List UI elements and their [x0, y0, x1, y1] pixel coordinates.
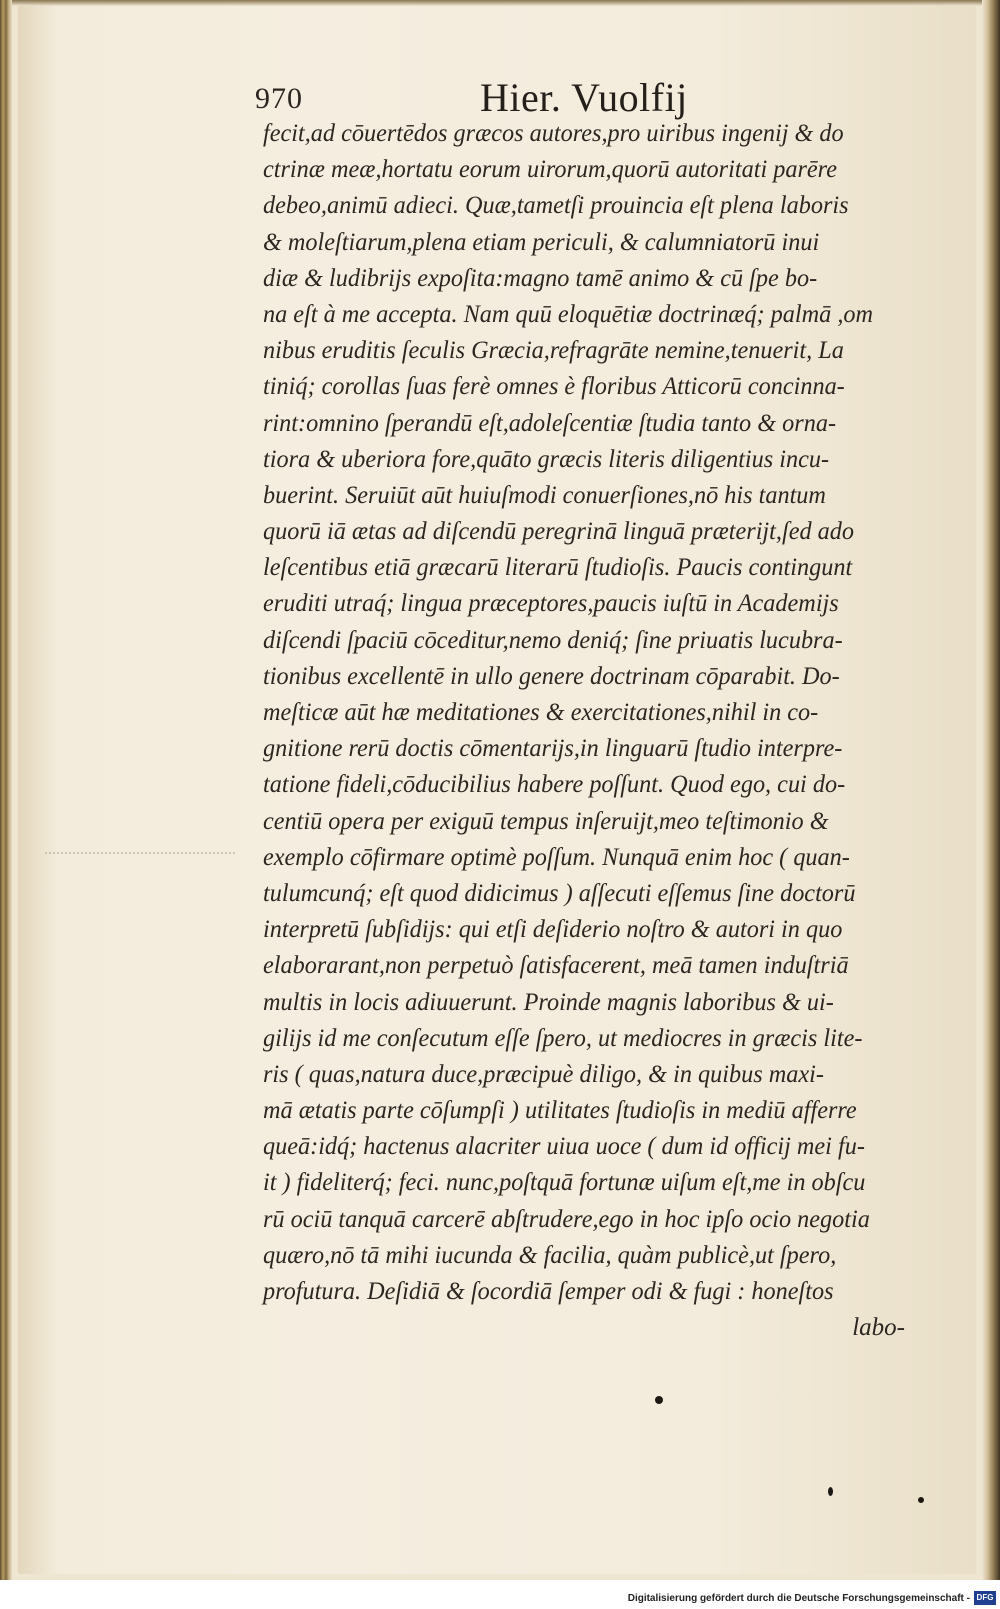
text-line: debeo,animū adieci. Quæ,tametſi prouincia eſt plena laboris	[263, 192, 849, 220]
text-line: multis in locis adiuuerunt. Proinde magnis laboribus & ui-	[263, 988, 834, 1016]
text-line: buerint. Seruiūt aūt huiuſmodi conuerſiones,nō his tantum	[263, 481, 826, 509]
text-line: exemplo cōfirmare optimè poſſum. Nunquā enim hoc ( quan-	[263, 843, 850, 871]
book-spine-edge	[0, 0, 12, 1580]
text-line: tiniq́; corollas ſuas ferè omnes è floribus Atticorū concinna-	[263, 373, 845, 401]
text-line: quæro,nō tā mihi iucunda & facilia, quàm publicè,ut ſpero,	[263, 1241, 837, 1269]
text-line: labo-	[852, 1314, 905, 1342]
page-right-edge	[982, 0, 1000, 1580]
text-line: ctrinæ meæ,hortatu eorum uirorum,quorū autoritati parēre	[263, 156, 837, 184]
body-text	[263, 116, 923, 1346]
text-line: na eſt à me accepta. Nam quū eloquētiæ doctrinæq́; palmā ,om	[263, 300, 874, 328]
text-line: tiora & uberiora fore,quāto græcis literis diligentius incu-	[263, 445, 830, 473]
text-line: tulumcunq́; eſt quod didicimus ) aſſecuti eſſemus ſine doctorū	[263, 879, 856, 907]
text-line: rū ociū tanquā carcerē abſtrudere,ego in hoc ipſo ocio negotia	[263, 1205, 870, 1233]
text-line: tionibus excellentē in ullo genere doctrinam cōparabit. Do-	[263, 662, 840, 690]
running-head: Hier. Vuolfij	[480, 75, 688, 120]
text-line: eruditi utraq́; lingua præceptores,paucis iuſtū in Academijs	[263, 590, 839, 618]
text-line: rint:omnino ſperandū eſt,adoleſcentiæ ſtudia tanto & orna-	[263, 409, 837, 437]
text-line: diſcendi ſpaciū cōceditur,nemo deniq́; ſine priuatis lucubra-	[263, 626, 843, 654]
text-line: quorū iā ætas ad diſcendū peregrinā linguā præterijt,ſed ado	[263, 518, 855, 546]
text-line: elaborarant,non perpetuò ſatisfacerent, meā tamen induſtriā	[263, 952, 849, 980]
text-line: gnitione rerū doctis cōmentarijs,in linguarū ſtudio interpre-	[263, 735, 843, 763]
text-line: gilijs id me conſecutum eſſe ſpero, ut mediocres in græcis lite-	[263, 1024, 863, 1052]
text-line: ris ( quas,natura duce,præcipuè diligo, & in quibus maxi-	[263, 1060, 824, 1088]
text-line: fecit,ad cōuertēdos græcos autores,pro uiribus ingenij & do	[263, 120, 844, 147]
text-line: & moleſtiarum,plena etiam periculi, & calumniatorū inui	[263, 228, 820, 256]
text-line: profutura. Deſidiā & ſocordiā ſemper odi & fugi : honeſtos	[263, 1278, 834, 1305]
faint-dotted-rule	[45, 852, 235, 854]
text-line: interpretū ſubſidijs: qui etſi deſiderio noſtro & autori in quo	[263, 916, 843, 944]
ink-spot	[655, 1396, 663, 1404]
ink-spot	[828, 1487, 833, 1496]
text-line: centiū opera per exiguū tempus inſeruijt,meo teſtimonio &	[263, 807, 829, 835]
text-line: diæ & ludibrijs expoſita:magno tamē animo & cū ſpe bo-	[263, 264, 818, 292]
text-line: queā:idq́; hactenus alacriter uiua uoce ( dum id officij mei fu-	[263, 1133, 865, 1161]
text-line: it ) fideliterq́; feci. nunc,poſtquā fortunæ uiſum eſt,me in obſcu	[263, 1169, 866, 1197]
text-line: leſcentibus etiā græcarū literarū ſtudioſis. Paucis contingunt	[263, 554, 853, 582]
page-number: 970	[255, 82, 303, 115]
text-line: meſticæ aūt hæ meditationes & exercitationes,nihil in co-	[263, 699, 819, 726]
text-line: tatione fideli,cōducibilius habere poſſunt. Quod ego, cui do-	[263, 771, 846, 799]
dfg-logo: DFG	[974, 1591, 996, 1605]
text-line: mā ætatis parte cōſumpſi ) utilitates ſtudioſis in mediū afferre	[263, 1097, 857, 1125]
text-line: nibus eruditis ſeculis Græcia,refragrāte nemine,tenuerit, La	[263, 337, 844, 365]
page-header	[255, 72, 915, 120]
ink-spot	[918, 1497, 924, 1503]
funding-credit: Digitalisierung gefördert durch die Deutsche Forschungsgemeinschaft -	[627, 1593, 970, 1604]
